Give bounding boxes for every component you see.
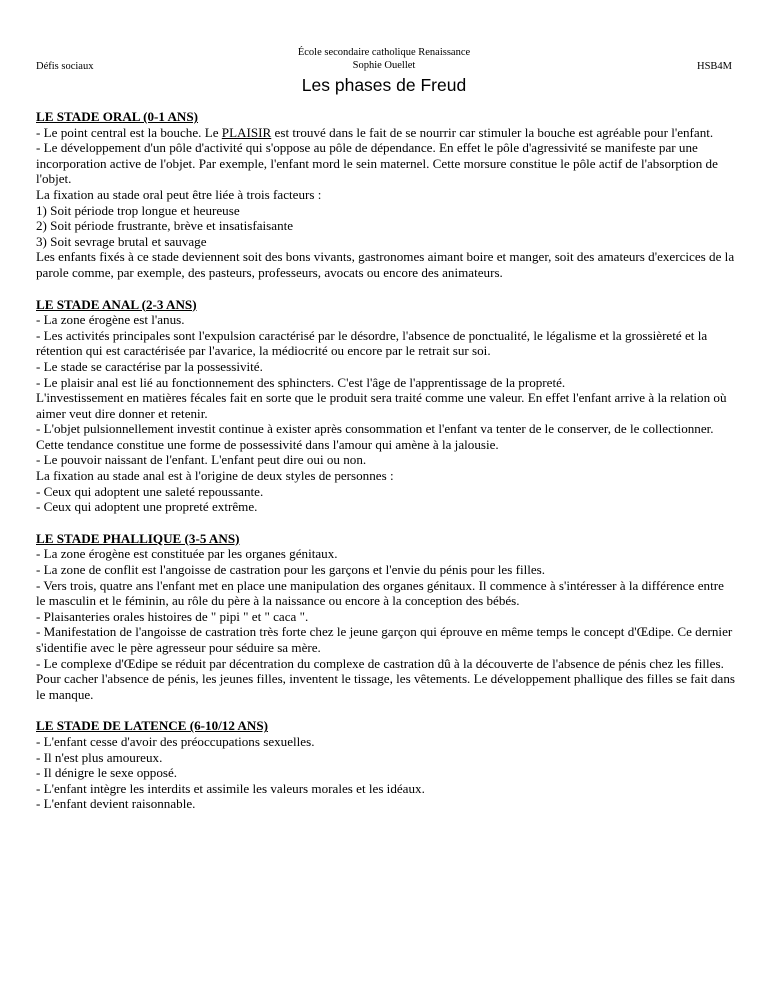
paragraph-line: - L'enfant cesse d'avoir des préoccupations sexuelles. — [36, 733, 315, 749]
header-school: École secondaire catholique Renaissance — [297, 47, 471, 58]
underlined-word: PLAISIR — [221, 124, 272, 140]
header-code: HSB4M — [696, 61, 732, 72]
section-heading: LE STADE ORAL (0-1 ANS) — [36, 109, 199, 124]
paragraph-line: - Manifestation de l'angoisse de castration très forte chez le jeune garçon qui éprouve en même temps le concept d'Œdipe. Ce dernier s'identifie avec le père agresseur pour séduire sa mère. — [36, 624, 733, 655]
paragraph-line: - Le pouvoir naissant de l'enfant. L'enfant peut dire oui ou non. — [36, 452, 367, 468]
paragraph-line: - La zone de conflit est l'angoisse de castration pour les garçons et l'envie du pénis pour les filles. — [36, 562, 546, 578]
section-phallique — [36, 531, 736, 703]
header-course: Défis sociaux — [36, 61, 94, 72]
section-heading: LE STADE PHALLIQUE (3-5 ANS) — [36, 530, 240, 546]
section-heading: LE STADE ANAL (2-3 ANS) — [36, 296, 197, 312]
page-title: Les phases de Freud — [301, 75, 467, 95]
paragraph-line: L'investissement en matières fécales fait en sorte que le produit sera traité comme une valeur. En effet l'enfant arrive à la relation où aimer veut dire donner et retenir. — [36, 390, 727, 421]
paragraph-line: - Il dénigre le sexe opposé. — [36, 765, 178, 781]
paragraph-line — [36, 125, 736, 141]
paragraph-line: 2) Soit période frustrante, brève et insatisfaisante — [36, 218, 294, 234]
paragraph-line: La fixation au stade anal est à l'origine de deux styles de personnes : — [36, 468, 394, 484]
paragraph-line: - L'enfant intègre les interdits et assimile les valeurs morales et les idéaux. — [36, 780, 425, 796]
paragraph-line: - Le plaisir anal est lié au fonctionnement des sphincters. C'est l'âge de l'apprentissage de la propreté. — [36, 374, 566, 390]
paragraph-line: - Le complexe d'Œdipe se réduit par décentration du complexe de castration dû à la découverte de l'absence de pénis chez les filles. Pour cacher l'absence de pénis, les jeunes filles, inventent le tissage, les vêtements. Le développement phallique des filles se fait dans le manque. — [36, 655, 736, 702]
paragraph-line: - Il n'est plus amoureux. — [36, 749, 163, 765]
paragraph-line: - Plaisanteries orales histoires de " pipi " et " caca ". — [36, 608, 309, 624]
section-latence — [36, 718, 736, 812]
paragraph-line: La fixation au stade oral peut être liée à trois facteurs : — [36, 186, 322, 202]
section-oral — [36, 109, 736, 281]
header-center — [0, 46, 768, 72]
paragraph-line: - Ceux qui adoptent une saleté repoussante. — [36, 483, 264, 499]
paragraph-line: - Ceux qui adoptent une propreté extrême. — [36, 499, 258, 515]
paragraph-line: - L'objet pulsionnellement investit continue à exister après consommation et l'enfant va tenter de le conserver, de le collectionner. Cette tendance constitue une forme de possessivité dans l'amour qui amène à la jalousie. — [36, 421, 714, 452]
paragraph-line: - La zone érogène est constituée par les organes génitaux. — [36, 546, 338, 562]
document-body — [36, 109, 736, 812]
paragraph-line: - La zone érogène est l'anus. — [36, 312, 185, 328]
paragraph-line: 3) Soit sevrage brutal et sauvage — [36, 233, 207, 249]
section-anal — [36, 297, 736, 515]
header-author: Sophie Ouellet — [352, 60, 416, 71]
section-heading: LE STADE DE LATENCE (6-10/12 ANS) — [36, 718, 268, 734]
text-run: - Le point central est la bouche. Le — [36, 124, 222, 140]
paragraph-line: - Le développement d'un pôle d'activité qui s'oppose au pôle de dépendance. En effet le pôle d'agressivité se manifeste par une incorporation active de l'objet. Par exemple, l'enfant mord le sein maternel. Cette morsure constitue le pôle actif de l'absorption de l'objet. — [36, 140, 718, 187]
paragraph-line: 1) Soit période trop longue et heureuse — [36, 202, 240, 218]
paragraph-line: Les enfants fixés à ce stade deviennent soit des bons vivants, gastronomes aimant boire et manger, soit des amateurs d'exercices de la parole comme, par exemple, des pasteurs, professeurs, avocats ou encore des animateurs. — [36, 249, 735, 280]
paragraph-line: - Le stade se caractérise par la possessivité. — [36, 358, 263, 374]
text-run: est trouvé dans le fait de se nourrir car stimuler la bouche est agréable pour l'enfant. — [271, 124, 714, 140]
paragraph-line: - Les activités principales sont l'expulsion caractérisé par le désordre, l'absence de ponctualité, le légalisme et la grossièreté et la rétention qui est caractérisée par l'avarice, la médiocrité ou encore par le retrait sur soi. — [36, 327, 708, 359]
paragraph-line: - L'enfant devient raisonnable. — [36, 796, 196, 812]
paragraph-line: - Vers trois, quatre ans l'enfant met en place une manipulation des organes génitaux. Il commence à s'intéresser à la différence entre le masculin et le féminin, au rôle du père à la naissance ou encore à la conception des bébés. — [36, 577, 724, 609]
